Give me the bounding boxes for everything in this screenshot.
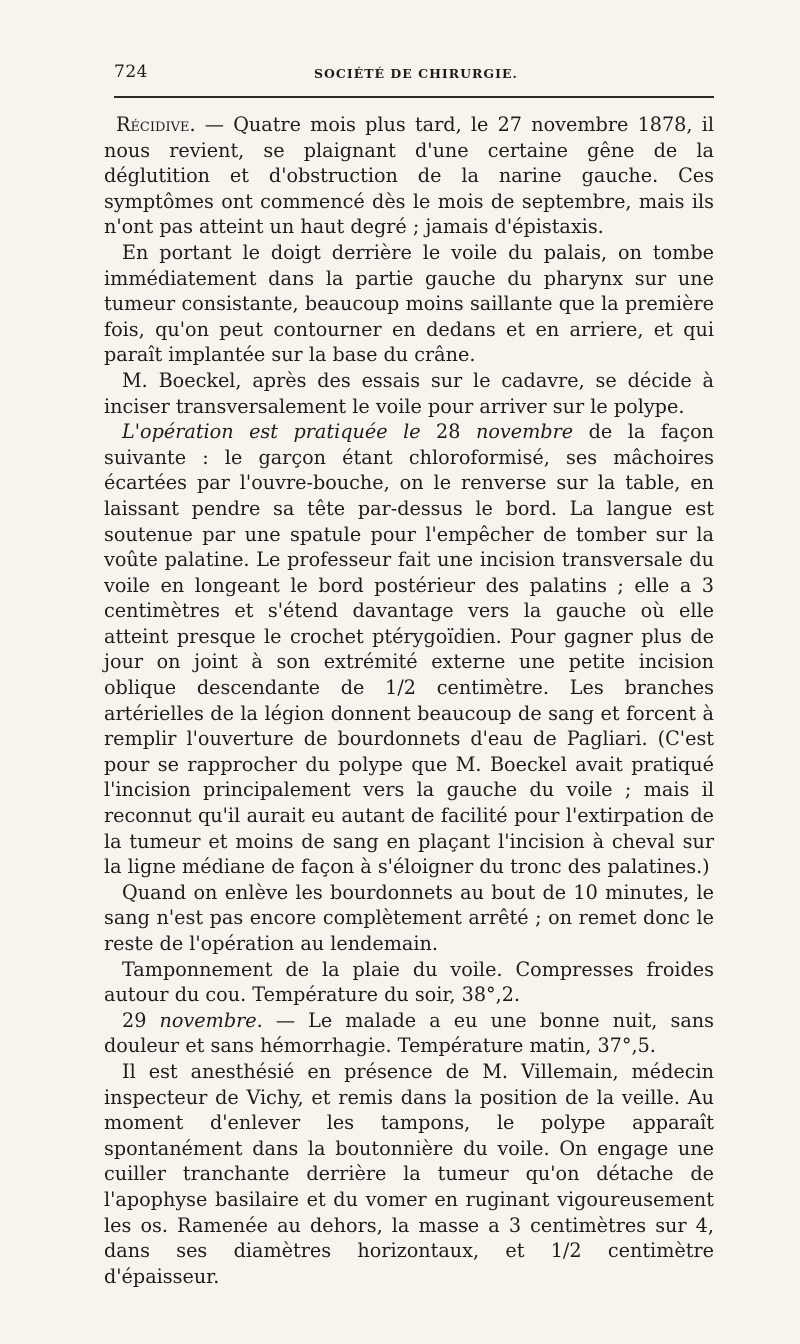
paragraph-tamponnement [104, 957, 714, 1008]
paragraph-text: M. Boeckel, après des essais sur le cadavre, se décide à inciser transversalement le voile pour arriver sur le polype. [104, 368, 714, 418]
date-number: 28 [420, 420, 476, 444]
body-text [104, 112, 714, 1289]
paragraph-bourdonnets [104, 880, 714, 957]
paragraph-29-novembre [104, 1008, 714, 1059]
page-number: 724 [114, 62, 148, 82]
paragraph-text: — Quatre mois plus tard, le 27 novembre 1878, il nous revient, se plaignant d'une certaine gêne de la déglutition et d'obstruction de la narine gauche. Ces symptômes ont commencé dès le mois de septembre, mais ils n'ont pas atteint un haut degré ; jamais d'épistaxis. [104, 113, 714, 239]
paragraph-anesthesie [104, 1059, 714, 1289]
paragraph-text: Il est anesthésié en présence de M. Villemain, médecin inspecteur de Vichy, et remis dans la position de la veille. Au moment d'enlever les tampons, le polype apparaît spontanément dans la boutonnière du voile. On engage une cuiller tranchante derrière la tumeur qu'on détache de l'apophyse basilaire et du vomer en ruginant vigoureusement les os. Ramenée au dehors, la masse a 3 centimètres sur 4, dans ses diamètres horizontaux, et 1/2 centimètre d'épaisseur. [104, 1059, 714, 1288]
paragraph-recidive [104, 112, 714, 240]
section-lead: Récidive. [116, 113, 196, 136]
running-title: SOCIÉTÉ DE CHIRURGIE. [314, 66, 518, 81]
paragraph-examination [104, 240, 714, 368]
paragraph-text: Quand on enlève les bourdonnets au bout de 10 minutes, le sang n'est pas encore complètement arrêté ; on remet donc le reste de l'opération au lendemain. [104, 880, 714, 955]
italic-month: novembre. [159, 1008, 263, 1032]
paragraph-text: En portant le doigt derrière le voile du palais, on tombe immédiatement dans la partie gauche du pharynx sur une tumeur consistante, beaucoup moins saillante que la première fois, qu'on peut contourner en dedans et en arriere, et qui paraît implantée sur la base du crâne. [104, 240, 714, 367]
italic-month: novembre [475, 420, 574, 444]
paragraph-operation [104, 419, 714, 880]
date-number: 29 [122, 1008, 160, 1032]
paragraph-text: de la façon suivante : le garçon étant chloroformisé, ses mâchoires écartées par l'ouvre-bouche, on le renverse sur la table, en laissant pendre sa tête par-dessus le bord. La langue est soutenue par une spatule pour l'empêcher de tomber sur la voûte palatine. Le professeur fait une incision transversale du voile en longeant le bord postérieur des palatins ; elle a 3 centimètres et s'étend davantage vers la gauche où elle atteint presque le crochet ptérygoïdien. Pour gagner plus de jour on joint à son extrémité externe une petite incision oblique descendante de 1/2 centimètre. Les branches artérielles de la légion donnent beaucoup de sang et forcent à remplir l'ouverture de bourdonnets d'eau de Pagliari. (C'est pour se rapprocher du polype que M. Boeckel avait pratiqué l'incision principalement vers la gauche du voile ; mais il reconnut qu'il aurait eu autant de facilité pour l'extirpation de la tumeur et moins de sang en plaçant l'incision à cheval sur la ligne médiane de façon à s'éloigner du tronc des palatines.) [104, 420, 714, 879]
page-header [114, 62, 714, 86]
paragraph-text: — Le malade a eu une bonne nuit, sans douleur et sans hémorrhagie. Température matin, 37°,5. [104, 1008, 714, 1058]
paragraph-text: Tamponnement de la plaie du voile. Compresses froides autour du cou. Température du soir, 38°,2. [104, 957, 714, 1007]
header-rule [114, 96, 714, 98]
paragraph-decision [104, 368, 714, 419]
italic-lead: L'opération est pratiquée le [122, 420, 421, 444]
